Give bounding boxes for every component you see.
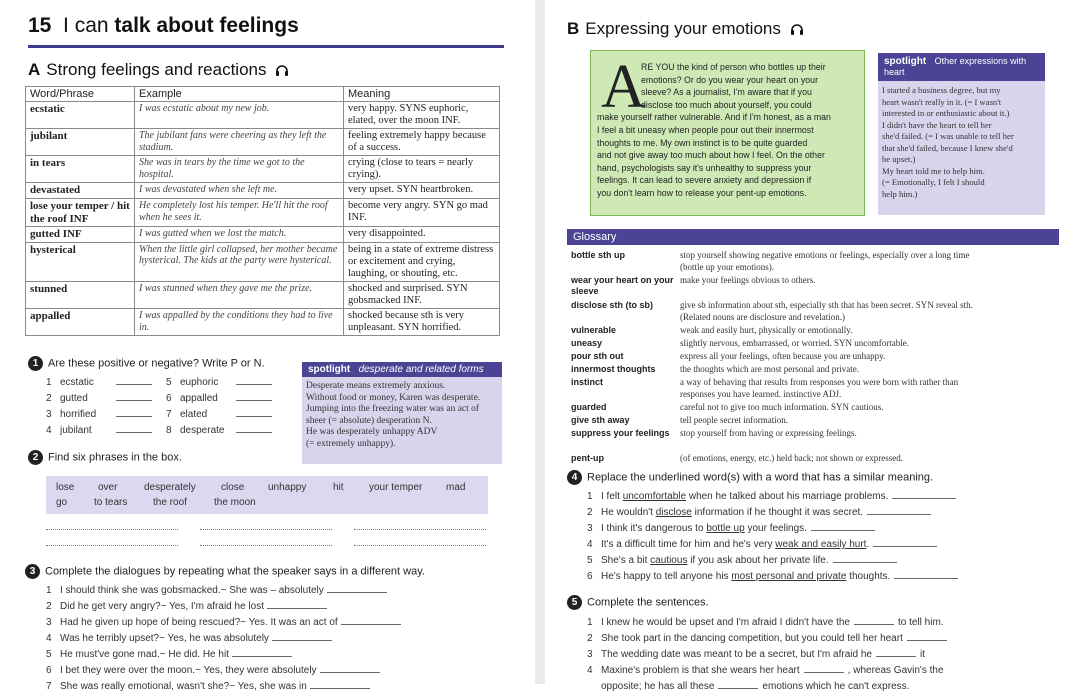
answer-blank[interactable] (116, 375, 152, 385)
table-row (26, 156, 500, 183)
table-row (26, 282, 500, 309)
exercise-item (166, 391, 272, 407)
answer-blank[interactable] (718, 679, 758, 689)
exercise-item (46, 647, 506, 663)
answer-blank[interactable] (341, 615, 401, 625)
underlined-phrase: cautious (650, 555, 688, 566)
column-header: Word/Phrase (26, 87, 135, 102)
exercise-number: 2 (28, 450, 43, 465)
answer-blank[interactable] (116, 423, 152, 433)
item-text: to tell him. (897, 617, 944, 628)
section-title: Strong feelings and reactions (46, 60, 267, 79)
item-text: Did he get very angry?~ Yes, I'm afraid he lost (60, 601, 264, 612)
reading-line: you don't learn how to release your pent-up emotions. (597, 187, 807, 198)
text-line: I didn't have the heart to tell her (882, 119, 992, 130)
meaning-cell: being in a state of extreme distress or excitement and crying, laughing, or shouting, etc. (344, 242, 500, 281)
exercise-item (46, 375, 152, 391)
exercise-item (587, 615, 1067, 631)
example-cell: I was stunned when they gave me the prize. (135, 282, 344, 309)
item-number: 1 (46, 377, 52, 388)
answer-line[interactable] (354, 545, 486, 547)
feelings-table (25, 86, 500, 336)
item-word: ecstatic (60, 377, 94, 388)
word-cell: devastated (26, 183, 135, 199)
text-line: (= extremely unhappy). (306, 438, 396, 449)
meaning-cell: feeling extremely happy because of a success. (344, 129, 500, 156)
answer-blank[interactable] (894, 569, 958, 579)
item-number: 6 (46, 665, 52, 676)
answer-blank[interactable] (873, 537, 937, 547)
box-word: the roof (153, 497, 187, 508)
answer-blank[interactable] (811, 521, 875, 531)
item-number: 1 (46, 585, 52, 596)
box-word: your temper (369, 482, 423, 493)
answer-blank[interactable] (116, 407, 152, 417)
word-cell: gutted INF (26, 227, 135, 243)
text-line: He was desperately unhappy ADV (306, 427, 438, 437)
text-line: Jumping into the freezing water was an act of (306, 404, 480, 414)
right-page (545, 0, 1080, 692)
item-word: euphoric (180, 377, 219, 388)
reading-line: make yourself rather vulnerable. And if I'm honest, as a man (597, 112, 831, 123)
section-b-heading (567, 19, 804, 39)
glossary-definition: (bottle up your emotions). (680, 262, 774, 272)
word-cell: stunned (26, 282, 135, 309)
exercise-item (46, 407, 152, 423)
item-text: It's a difficult time for him and he's very (601, 539, 776, 550)
glossary-term: guarded (571, 402, 607, 412)
text-line: (= Emotionally, I felt I should (882, 177, 985, 187)
box-word: hit (333, 482, 344, 493)
spotlight-box (302, 362, 502, 464)
reading-line: RE YOU the kind of person who bottles up their (641, 62, 826, 72)
answer-line[interactable] (46, 529, 178, 531)
underlined-phrase: most personal and private (731, 571, 847, 582)
item-text: The wedding date was meant to be a secret, but I'm afraid he (601, 649, 872, 660)
item-text: thoughts. (846, 571, 891, 582)
exercise-item (46, 631, 506, 647)
word-cell: jubilant (26, 129, 135, 156)
exercise-item (46, 423, 152, 439)
item-number: 4 (587, 539, 593, 550)
answer-blank[interactable] (236, 407, 272, 417)
table-row (26, 227, 500, 243)
answer-blank[interactable] (907, 631, 947, 641)
unit-title-plain: I can (63, 14, 109, 37)
reading-text-box (590, 50, 865, 216)
answer-blank[interactable] (236, 375, 272, 385)
text-line: Without food or money, Karen was desperate. (306, 392, 481, 403)
glossary-term: uneasy (571, 338, 603, 348)
item-number: 2 (587, 507, 593, 518)
exercise-item (587, 569, 1057, 585)
answer-blank[interactable] (320, 663, 380, 673)
reading-text (597, 53, 859, 200)
title-rule (28, 45, 504, 48)
glossary-term: instinct (571, 377, 604, 387)
unit-title-bold: talk about feelings (114, 14, 299, 37)
item-number: 4 (587, 665, 593, 676)
reading-line: emotions? Or do you wear your heart on your (641, 74, 819, 85)
example-cell: I was appalled by the conditions they had to live in. (135, 309, 344, 336)
glossary-definition: tell people secret information. (680, 415, 788, 425)
answer-blank[interactable] (236, 423, 272, 433)
exercise-5-items (587, 615, 1067, 695)
spotlight-title: desperate and related forms (358, 364, 484, 375)
table-row (26, 129, 500, 156)
item-number: 2 (46, 393, 52, 404)
answer-blank[interactable] (272, 631, 332, 641)
item-text: it (919, 649, 925, 660)
glossary-term: give sth away (571, 415, 630, 425)
underlined-phrase: disclose (655, 507, 692, 518)
exercise-4-heading (567, 470, 933, 485)
exercise-item (166, 407, 272, 423)
box-word: over (98, 482, 118, 493)
text-line: Desperate means extremely anxious. (306, 381, 446, 391)
answer-blank[interactable] (116, 391, 152, 401)
answer-blank[interactable] (833, 553, 897, 563)
underlined-phrase: uncomfortable (622, 491, 687, 502)
text-line: sheer (= absolute) desperation N. (306, 415, 432, 426)
word-box (46, 476, 488, 514)
glossary-definition: (Related nouns are disclosure and revelation.) (680, 312, 845, 322)
glossary-definition: careful not to give too much information. SYN cautious. (680, 402, 884, 412)
item-number: 5 (166, 377, 172, 388)
item-number: 6 (166, 393, 172, 404)
box-word: desperately (144, 482, 196, 493)
exercise-number: 4 (567, 470, 582, 485)
spotlight-body (878, 81, 1045, 204)
item-text: He wouldn't (601, 507, 656, 518)
item-word: appalled (180, 393, 218, 404)
item-text: Was he terribly upset?~ Yes, he was absolutely (60, 633, 269, 644)
item-text: I knew he would be upset and I'm afraid I didn't have the (601, 617, 850, 628)
text-line: that she'd failed, because I knew she'd (882, 142, 1013, 153)
box-word: go (56, 497, 68, 508)
text-line: she'd failed. (= I was unable to tell her (882, 131, 1014, 141)
meaning-cell: very happy. SYNS euphoric, elated, over the moon INF. (344, 102, 500, 129)
exercise-item (587, 553, 1057, 569)
spotlight-title: Other expressions with heart (884, 56, 1027, 77)
answer-blank[interactable] (892, 489, 956, 499)
glossary-term: vulnerable (571, 325, 617, 335)
underlined-phrase: weak and easily hurt (775, 539, 867, 550)
reading-line: disclose too much about yourself, you could (641, 99, 812, 110)
item-word: horrified (60, 409, 97, 420)
glossary-term: pour sth out (571, 351, 624, 361)
section-letter: B (567, 19, 580, 38)
spotlight-label: spotlight (308, 364, 351, 375)
exercise-item (587, 537, 1057, 553)
item-number: 4 (46, 425, 52, 436)
example-cell: I was gutted when we lost the match. (135, 227, 344, 243)
glossary-list (567, 250, 1057, 463)
glossary-definition: the thoughts which are most personal and private. (680, 364, 859, 374)
glossary-header: Glossary (567, 229, 1059, 245)
glossary-definition: stop yourself from having or expressing feelings. (680, 428, 857, 438)
box-word: lose (56, 482, 75, 493)
exercise-item (166, 375, 272, 391)
exercise-item (587, 679, 1067, 695)
word-cell: appalled (26, 309, 135, 336)
example-cell: She was in tears by the time we got to the hospital. (135, 156, 344, 183)
item-number: 3 (46, 617, 52, 628)
glossary-definition: responses you have learned. instinctive ADJ. (680, 389, 842, 399)
section-title: Expressing your emotions (585, 19, 781, 38)
section-letter: A (28, 60, 41, 79)
item-text: She was really emotional, wasn't she?~ Yes, she was in (60, 681, 307, 692)
exercise-item (587, 489, 1057, 505)
exercise-item (587, 505, 1057, 521)
glossary-definition: weak and easily hurt, physically or emotionally. (680, 325, 853, 335)
table-row (26, 102, 500, 129)
exercise-instruction: Replace the underlined word(s) with a word that has a similar meaning. (587, 471, 934, 484)
meaning-cell: very disappointed. (344, 227, 500, 243)
answer-blank[interactable] (327, 583, 387, 593)
glossary-term: suppress your feelings (571, 428, 670, 438)
text-line: heart wasn't really in it. (= I wasn't (882, 96, 1002, 107)
item-number: 7 (166, 409, 172, 420)
glossary-term: pent-up (571, 453, 604, 463)
exercise-3-items (46, 583, 506, 695)
glossary-term: innermost thoughts (571, 364, 656, 374)
word-cell: hysterical (26, 242, 135, 281)
exercise-instruction: Are these positive or negative? Write P or N. (48, 357, 265, 370)
exercise-item (587, 647, 1067, 663)
section-a-heading (28, 60, 289, 80)
item-word: desperate (180, 425, 225, 436)
exercise-instruction: Complete the dialogues by repeating what the speaker says in a different way. (45, 565, 425, 578)
table-row (26, 199, 500, 227)
box-word: unhappy (268, 482, 307, 493)
item-number: 5 (587, 555, 593, 566)
item-text: I think it's dangerous to (601, 523, 707, 534)
glossary-definition: express all your feelings, often because you are unhappy. (680, 351, 886, 361)
exercise-item (587, 631, 1067, 647)
item-number: 5 (46, 649, 52, 660)
answer-blank[interactable] (267, 599, 327, 609)
glossary-term: bottle sth up (571, 250, 625, 260)
item-text: She took part in the dancing competition, but you could tell her heart (601, 633, 903, 644)
exercise-item (46, 679, 506, 695)
glossary-definition: make your feelings obvious to others. (680, 275, 816, 285)
box-word: mad (446, 482, 466, 493)
item-number: 3 (587, 649, 593, 660)
example-cell: I was ecstatic about my new job. (135, 102, 344, 129)
heart-spotlight-box (878, 53, 1045, 215)
answer-blank[interactable] (236, 391, 272, 401)
item-text: when he talked about his marriage problems. (686, 491, 889, 502)
answer-blank[interactable] (310, 679, 370, 689)
example-cell: The jubilant fans were cheering as they left the stadium. (135, 129, 344, 156)
answer-line[interactable] (46, 545, 178, 547)
item-number: 2 (587, 633, 593, 644)
meaning-cell: crying (close to tears = nearly crying). (344, 156, 500, 183)
word-cell: ecstatic (26, 102, 135, 129)
column-header: Meaning (344, 87, 500, 102)
meaning-cell: shocked and surprised. SYN gobsmacked INF. (344, 282, 500, 309)
exercise-1-heading (28, 356, 265, 371)
item-text: your feelings. (744, 523, 807, 534)
exercise-item (46, 583, 506, 599)
item-text: , whereas Gavin's the (847, 665, 944, 676)
audio-icon[interactable] (275, 65, 289, 76)
answer-blank[interactable] (232, 647, 292, 657)
item-text: emotions which he can't express. (762, 681, 910, 692)
reading-line: I feel a bit uneasy when people pour out their innermost (597, 124, 814, 135)
item-word: gutted (60, 393, 88, 404)
item-number: 2 (46, 601, 52, 612)
item-text: if you ask about her private life. (687, 555, 829, 566)
exercise-3-heading (25, 564, 425, 579)
exercise-item (46, 391, 152, 407)
table-row (26, 242, 500, 281)
item-number: 7 (46, 681, 52, 692)
reading-line: thoughts to me. My own instinct is to be quite guarded (597, 137, 808, 148)
table-row (26, 309, 500, 336)
answer-blank[interactable] (876, 647, 916, 657)
exercise-instruction: Find six phrases in the box. (48, 451, 182, 464)
column-header: Example (135, 87, 344, 102)
item-number: 4 (46, 633, 52, 644)
item-number: 3 (46, 409, 52, 420)
meaning-cell: shocked because sth is very unpleasant. SYN horrified. (344, 309, 500, 336)
item-text: information if he thought it was secret. (691, 507, 864, 518)
meaning-cell: very upset. SYN heartbroken. (344, 183, 500, 199)
text-line: be upset.) (882, 154, 916, 164)
exercise-item (587, 663, 1067, 679)
glossary-definition: give sb information about sth, especially sth that has been secret. SYN reveal sth. (680, 300, 973, 310)
answer-blank[interactable] (804, 663, 844, 673)
reading-line: feelings. It can lead to severe anxiety and depression if (597, 175, 812, 186)
text-line: interested in or enthusiastic about it.) (882, 108, 1010, 118)
exercise-number: 1 (28, 356, 43, 371)
drop-cap: A (601, 53, 646, 121)
glossary-definition: a way of behaving that results from responses you were born with rather than (680, 377, 959, 387)
exercise-instruction: Complete the sentences. (587, 596, 709, 609)
box-word: the moon (214, 497, 256, 508)
item-text: opposite; he has all these (601, 681, 715, 692)
example-cell: He completely lost his temper. He'll hit the roof when he sees it. (135, 199, 344, 227)
reading-line: hand, psychologists say it's unhealthy to suppress your (597, 162, 812, 173)
exercise-4-items (587, 489, 1057, 585)
exercise-item (46, 615, 506, 631)
unit-title (28, 14, 299, 38)
item-text: I felt (601, 491, 623, 502)
box-word: close (221, 482, 245, 493)
answer-blank[interactable] (854, 615, 894, 625)
item-number: 8 (166, 425, 172, 436)
item-number: 1 (587, 617, 593, 628)
example-cell: I was devastated when she left me. (135, 183, 344, 199)
item-text: Maxine's problem is that she wears her heart (601, 665, 800, 676)
reading-line: and not give away too much about how I feel. On the other (597, 150, 825, 161)
item-text: . (866, 539, 870, 550)
text-line: help him.) (882, 188, 918, 199)
exercise-5-heading (567, 595, 709, 610)
exercise-item (166, 423, 272, 439)
spotlight-label: spotlight (884, 56, 927, 67)
exercise-item (46, 599, 506, 615)
word-cell: in tears (26, 156, 135, 183)
word-cell: lose your temper / hit the roof INF (26, 199, 135, 227)
glossary-definition: slightly nervous, embarrassed, or worried. SYN uncomfortable. (680, 338, 909, 348)
item-text: I bet they were over the moon.~ Yes, they were absolutely (60, 665, 317, 676)
answer-line[interactable] (200, 545, 332, 547)
item-text: I should think she was gobsmacked.~ She was – absolutely (60, 585, 324, 596)
meaning-cell: become very angry. SYN go mad INF. (344, 199, 500, 227)
unit-number: 15 (28, 14, 52, 37)
page-gutter (535, 0, 545, 684)
item-word: elated (180, 409, 208, 420)
answer-line[interactable] (354, 529, 486, 531)
glossary-definition: (of emotions, energy, etc.) held back; not shown or expressed. (680, 453, 903, 463)
exercise-item (587, 521, 1057, 537)
text-line: My heart told me to help him. (882, 165, 985, 176)
item-text: He's happy to tell anyone his (601, 571, 732, 582)
text-line: I started a business degree, but my (882, 85, 1001, 95)
item-number: 1 (587, 491, 593, 502)
audio-icon[interactable] (790, 24, 804, 35)
item-number: 6 (587, 571, 593, 582)
exercise-number: 5 (567, 595, 582, 610)
glossary-term: wear your heart on your sleeve (571, 275, 674, 296)
item-word: jubilant (60, 425, 92, 436)
item-text: He must've gone mad.~ He did. He hit (60, 649, 229, 660)
answer-blank[interactable] (867, 505, 931, 515)
example-cell: When the little girl collapsed, her mother became hysterical. The kids at the party were hysterical. (135, 242, 344, 281)
table-row (26, 183, 500, 199)
item-number: 3 (587, 523, 593, 534)
box-word: to tears (94, 497, 128, 508)
spotlight-header (302, 362, 502, 377)
exercise-item (46, 663, 506, 679)
spotlight-header (878, 53, 1045, 81)
exercise-number: 3 (25, 564, 40, 579)
glossary-term: disclose sth (to sb) (571, 300, 654, 310)
underlined-phrase: bottle up (706, 523, 745, 534)
spotlight-body (302, 377, 502, 454)
glossary-definition: stop yourself showing negative emotions or feelings, especially over a long time (680, 250, 970, 260)
left-page (0, 0, 535, 692)
item-text: She's a bit (601, 555, 651, 566)
exercise-2-heading (28, 450, 182, 465)
item-text: Had he given up hope of being rescued?~ Yes. It was an act of (60, 617, 338, 628)
reading-line: sleeve? As a journalist, I'm aware that if you (641, 87, 812, 98)
answer-line[interactable] (200, 529, 332, 531)
